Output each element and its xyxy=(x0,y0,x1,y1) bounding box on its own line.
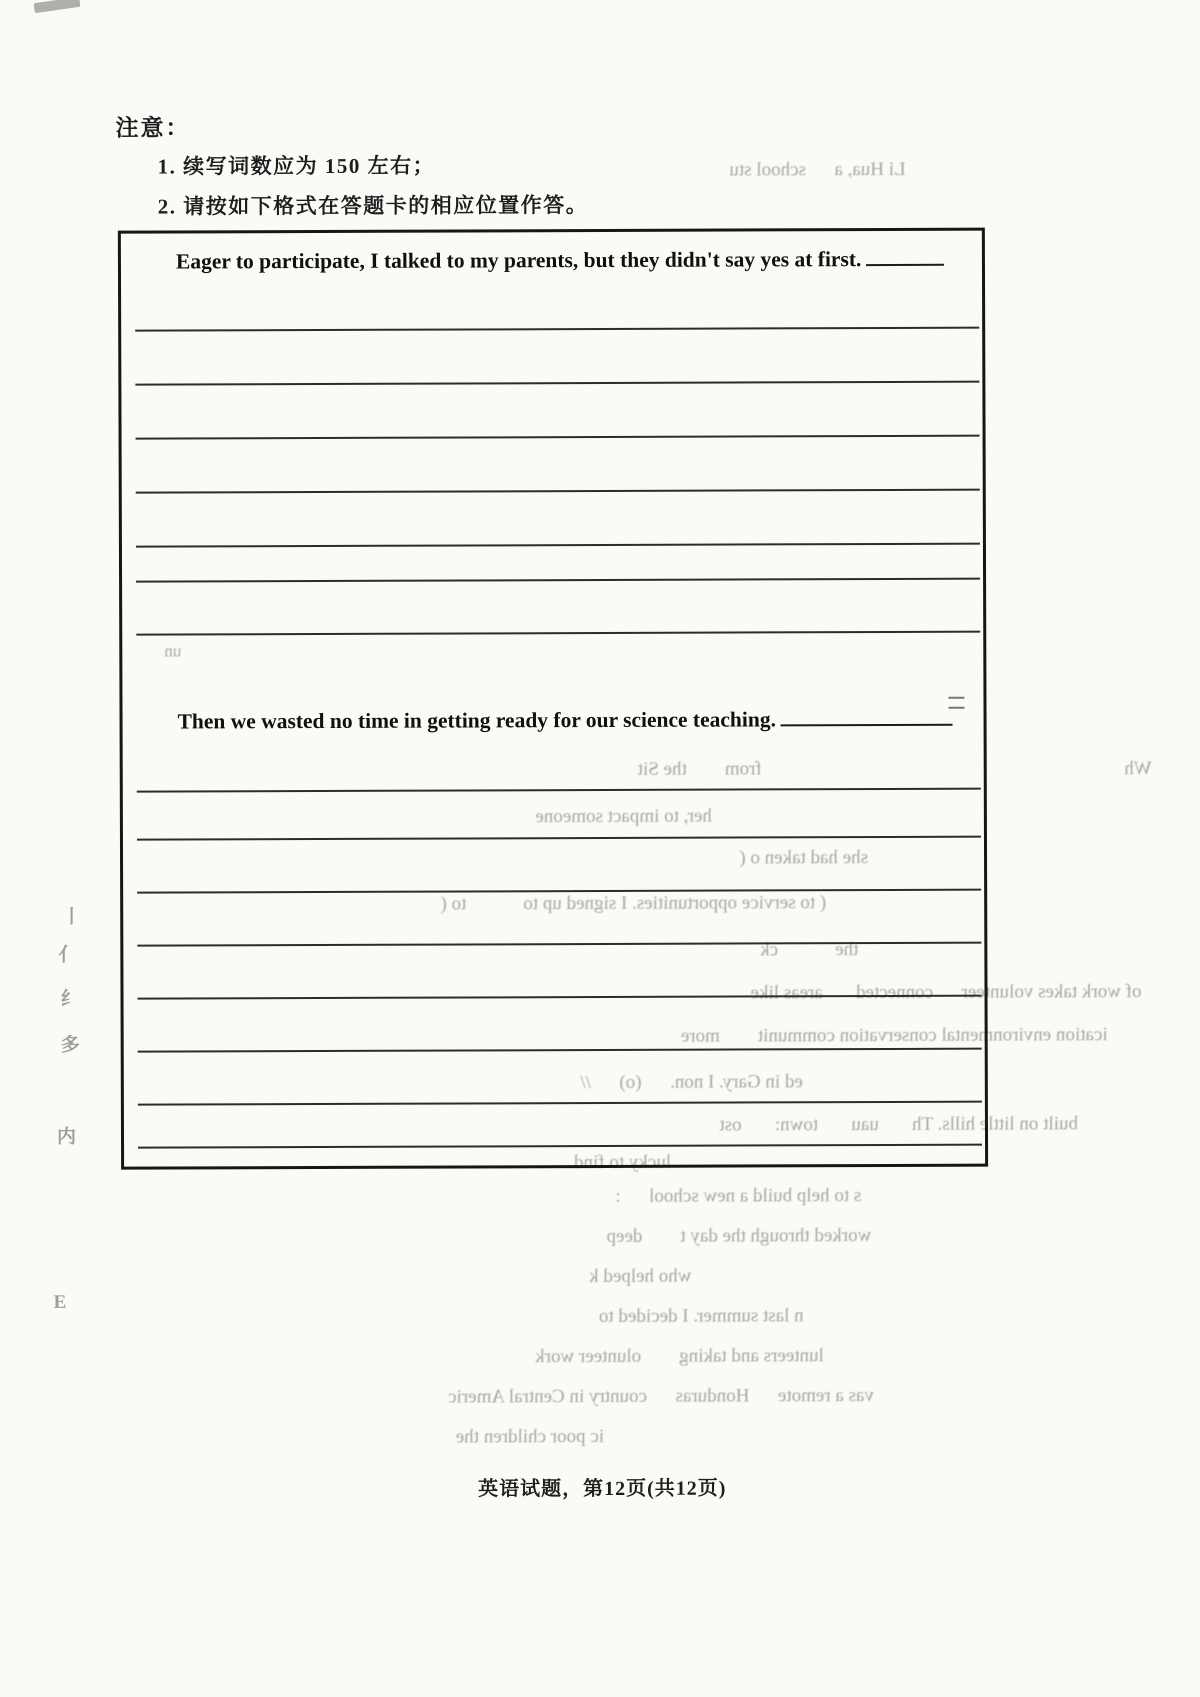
bleedthrough-text: she had taken o ( xyxy=(739,847,869,869)
bleedthrough-text: Li Hua, a school stu xyxy=(729,158,906,181)
answer-blank-line-15 xyxy=(138,1144,982,1149)
bleedthrough-text: vas a remote Honduras country in Central Americ xyxy=(448,1385,874,1408)
margin-mark: 丨 xyxy=(62,906,82,928)
bleedthrough-text: ic poor children the xyxy=(455,1425,605,1448)
bleedthrough-text: from the Sit xyxy=(637,758,762,780)
bleedthrough-text: Wh xyxy=(1124,758,1152,780)
margin-mark: E xyxy=(53,1291,67,1313)
prompt-2-text: Then we wasted no time in getting ready for our science teaching. xyxy=(177,707,776,734)
answer-blank-line-4 xyxy=(136,489,980,494)
margin-mark: 亻 xyxy=(58,944,78,966)
bleedthrough-text: ication environmental conservation communit more xyxy=(680,1024,1108,1047)
bleedthrough-text: un xyxy=(164,641,182,661)
bleedthrough-text: s to help build a new school : xyxy=(615,1185,862,1207)
stray-mark xyxy=(948,697,964,699)
bleedthrough-text: built on little hills. Th uau town: ost xyxy=(719,1113,1079,1136)
answer-blank-line-13 xyxy=(138,1048,982,1053)
margin-mark: 纟 xyxy=(60,988,80,1010)
answer-blank-line-8 xyxy=(137,788,981,793)
notice-item-2: 2. 请按如下格式在答题卡的相应位置作答。 xyxy=(157,193,589,219)
answer-blank-line-6 xyxy=(136,578,980,583)
bleedthrough-text: ed in Gary. I non. (o) // xyxy=(580,1071,803,1094)
bleedthrough-text: ( to service opportunities. I signed up to to ( xyxy=(440,892,827,915)
answer-blank-line-7 xyxy=(136,631,980,636)
prompt-2-blank-line xyxy=(781,720,953,727)
prompt-1-text: Eager to participate, I talked to my parents, but they didn't say yes at first. xyxy=(175,247,862,274)
answer-blank-line-14 xyxy=(138,1101,982,1106)
answer-blank-line-1 xyxy=(135,327,979,332)
prompt-1-blank-line xyxy=(866,260,944,266)
bleedthrough-text: her, to impact someone xyxy=(535,805,712,828)
answer-blank-line-9 xyxy=(137,836,981,841)
prompt-sentence-1 xyxy=(176,247,944,275)
bleedthrough-text: worked through the day t deep xyxy=(606,1225,872,1247)
margin-mark: 内 xyxy=(56,1126,77,1148)
bleedthrough-text: n last summer. I decided to xyxy=(598,1305,804,1328)
margin-mark: 多 xyxy=(60,1034,80,1056)
bleedthrough-text: of work takes volunteer connected areas like xyxy=(750,981,1142,1004)
answer-blank-line-3 xyxy=(136,435,980,440)
bleedthrough-text: who helped k xyxy=(589,1265,692,1288)
answer-blank-line-2 xyxy=(135,381,979,386)
bleedthrough-text: lucky to find xyxy=(573,1151,672,1174)
bleedthrough-text: lunteers and taking olunteer work xyxy=(535,1345,824,1368)
answer-blank-line-10 xyxy=(137,889,981,894)
page-footer: 英语试题，第12页(共12页) xyxy=(478,1477,727,1501)
answer-blank-line-11 xyxy=(137,942,981,947)
answer-format-box xyxy=(118,228,988,1170)
answer-blank-line-5 xyxy=(136,543,980,548)
prompt-sentence-2 xyxy=(178,707,953,735)
notice-title: 注意： xyxy=(115,115,191,141)
answer-blank-line-12 xyxy=(138,995,982,1000)
bleedthrough-text: the ck xyxy=(760,939,859,961)
notice-item-1: 1. 续写词数应为 150 左右； xyxy=(157,153,436,179)
